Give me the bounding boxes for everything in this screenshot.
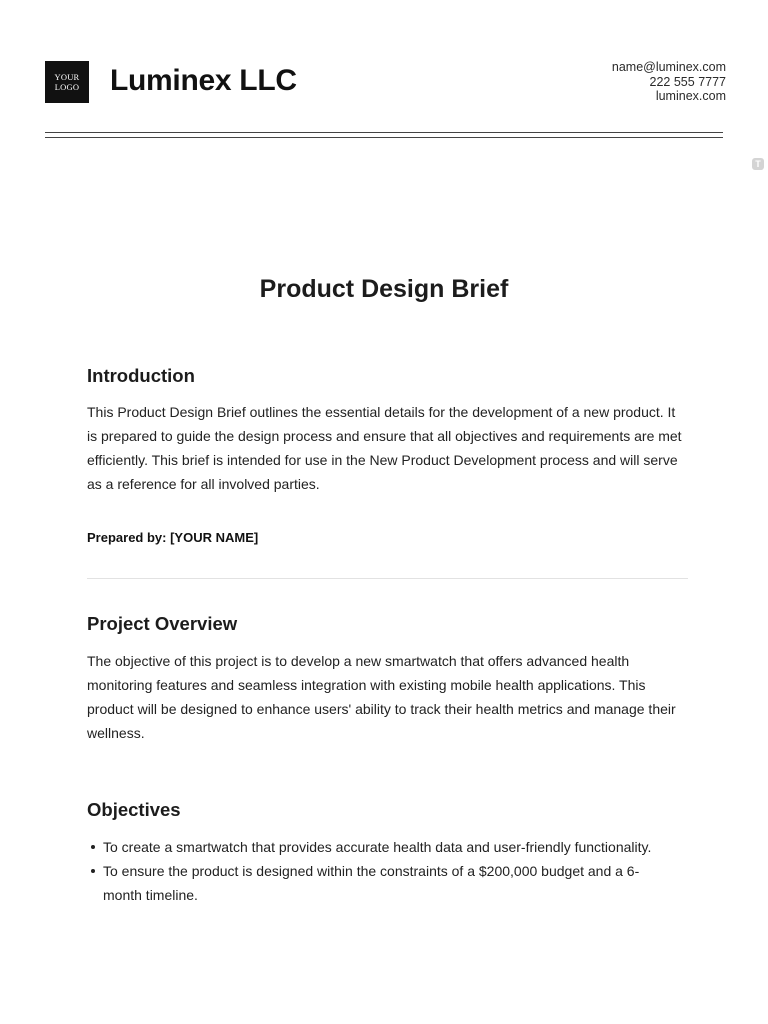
logo-text-line2: LOGO: [54, 82, 80, 92]
project-overview-paragraph: The objective of this project is to develop a new smartwatch that offers advanced health monitoring features and seamless integration with existing mobile health applications. This product will be designed to enhance users' ability to track their health metrics and manage their wellness.: [87, 653, 676, 741]
company-name: Luminex LLC: [110, 64, 297, 97]
header-divider: [45, 132, 723, 138]
prepared-by: Prepared by: [YOUR NAME]: [87, 530, 259, 545]
section-divider: [87, 578, 688, 579]
logo-text-line1: YOUR: [54, 72, 80, 82]
objective-text: To create a smartwatch that provides accurate health data and user-friendly functionality.: [103, 839, 652, 855]
contact-phone: 222 555 7777: [649, 74, 726, 89]
contact-email[interactable]: name@luminex.com: [611, 60, 726, 74]
company-logo: [45, 61, 89, 103]
document-title: Product Design Brief: [259, 275, 509, 303]
list-item: [87, 835, 677, 859]
project-overview-heading: Project Overview: [87, 613, 238, 634]
contact-info: [612, 60, 726, 104]
bullet-icon: [91, 845, 95, 849]
text-tool-icon[interactable]: T: [752, 158, 764, 170]
introduction-paragraph: This Product Design Brief outlines the essential details for the development of a new product. It is prepared to guide the design process and ensure that all objectives and requirements are met efficiently. This brief is intended for use in the New Product Development process and will serve as a reference for all involved parties.: [87, 404, 682, 492]
list-item: [87, 859, 677, 907]
objectives-heading: Objectives: [87, 799, 181, 820]
objective-text: To ensure the product is designed within the constraints of a $200,000 budget and a 6-month timeline.: [103, 863, 640, 903]
bullet-icon: [91, 869, 95, 873]
objectives-list: [87, 835, 677, 907]
contact-website[interactable]: luminex.com: [655, 89, 726, 103]
introduction-heading: Introduction: [87, 365, 195, 386]
